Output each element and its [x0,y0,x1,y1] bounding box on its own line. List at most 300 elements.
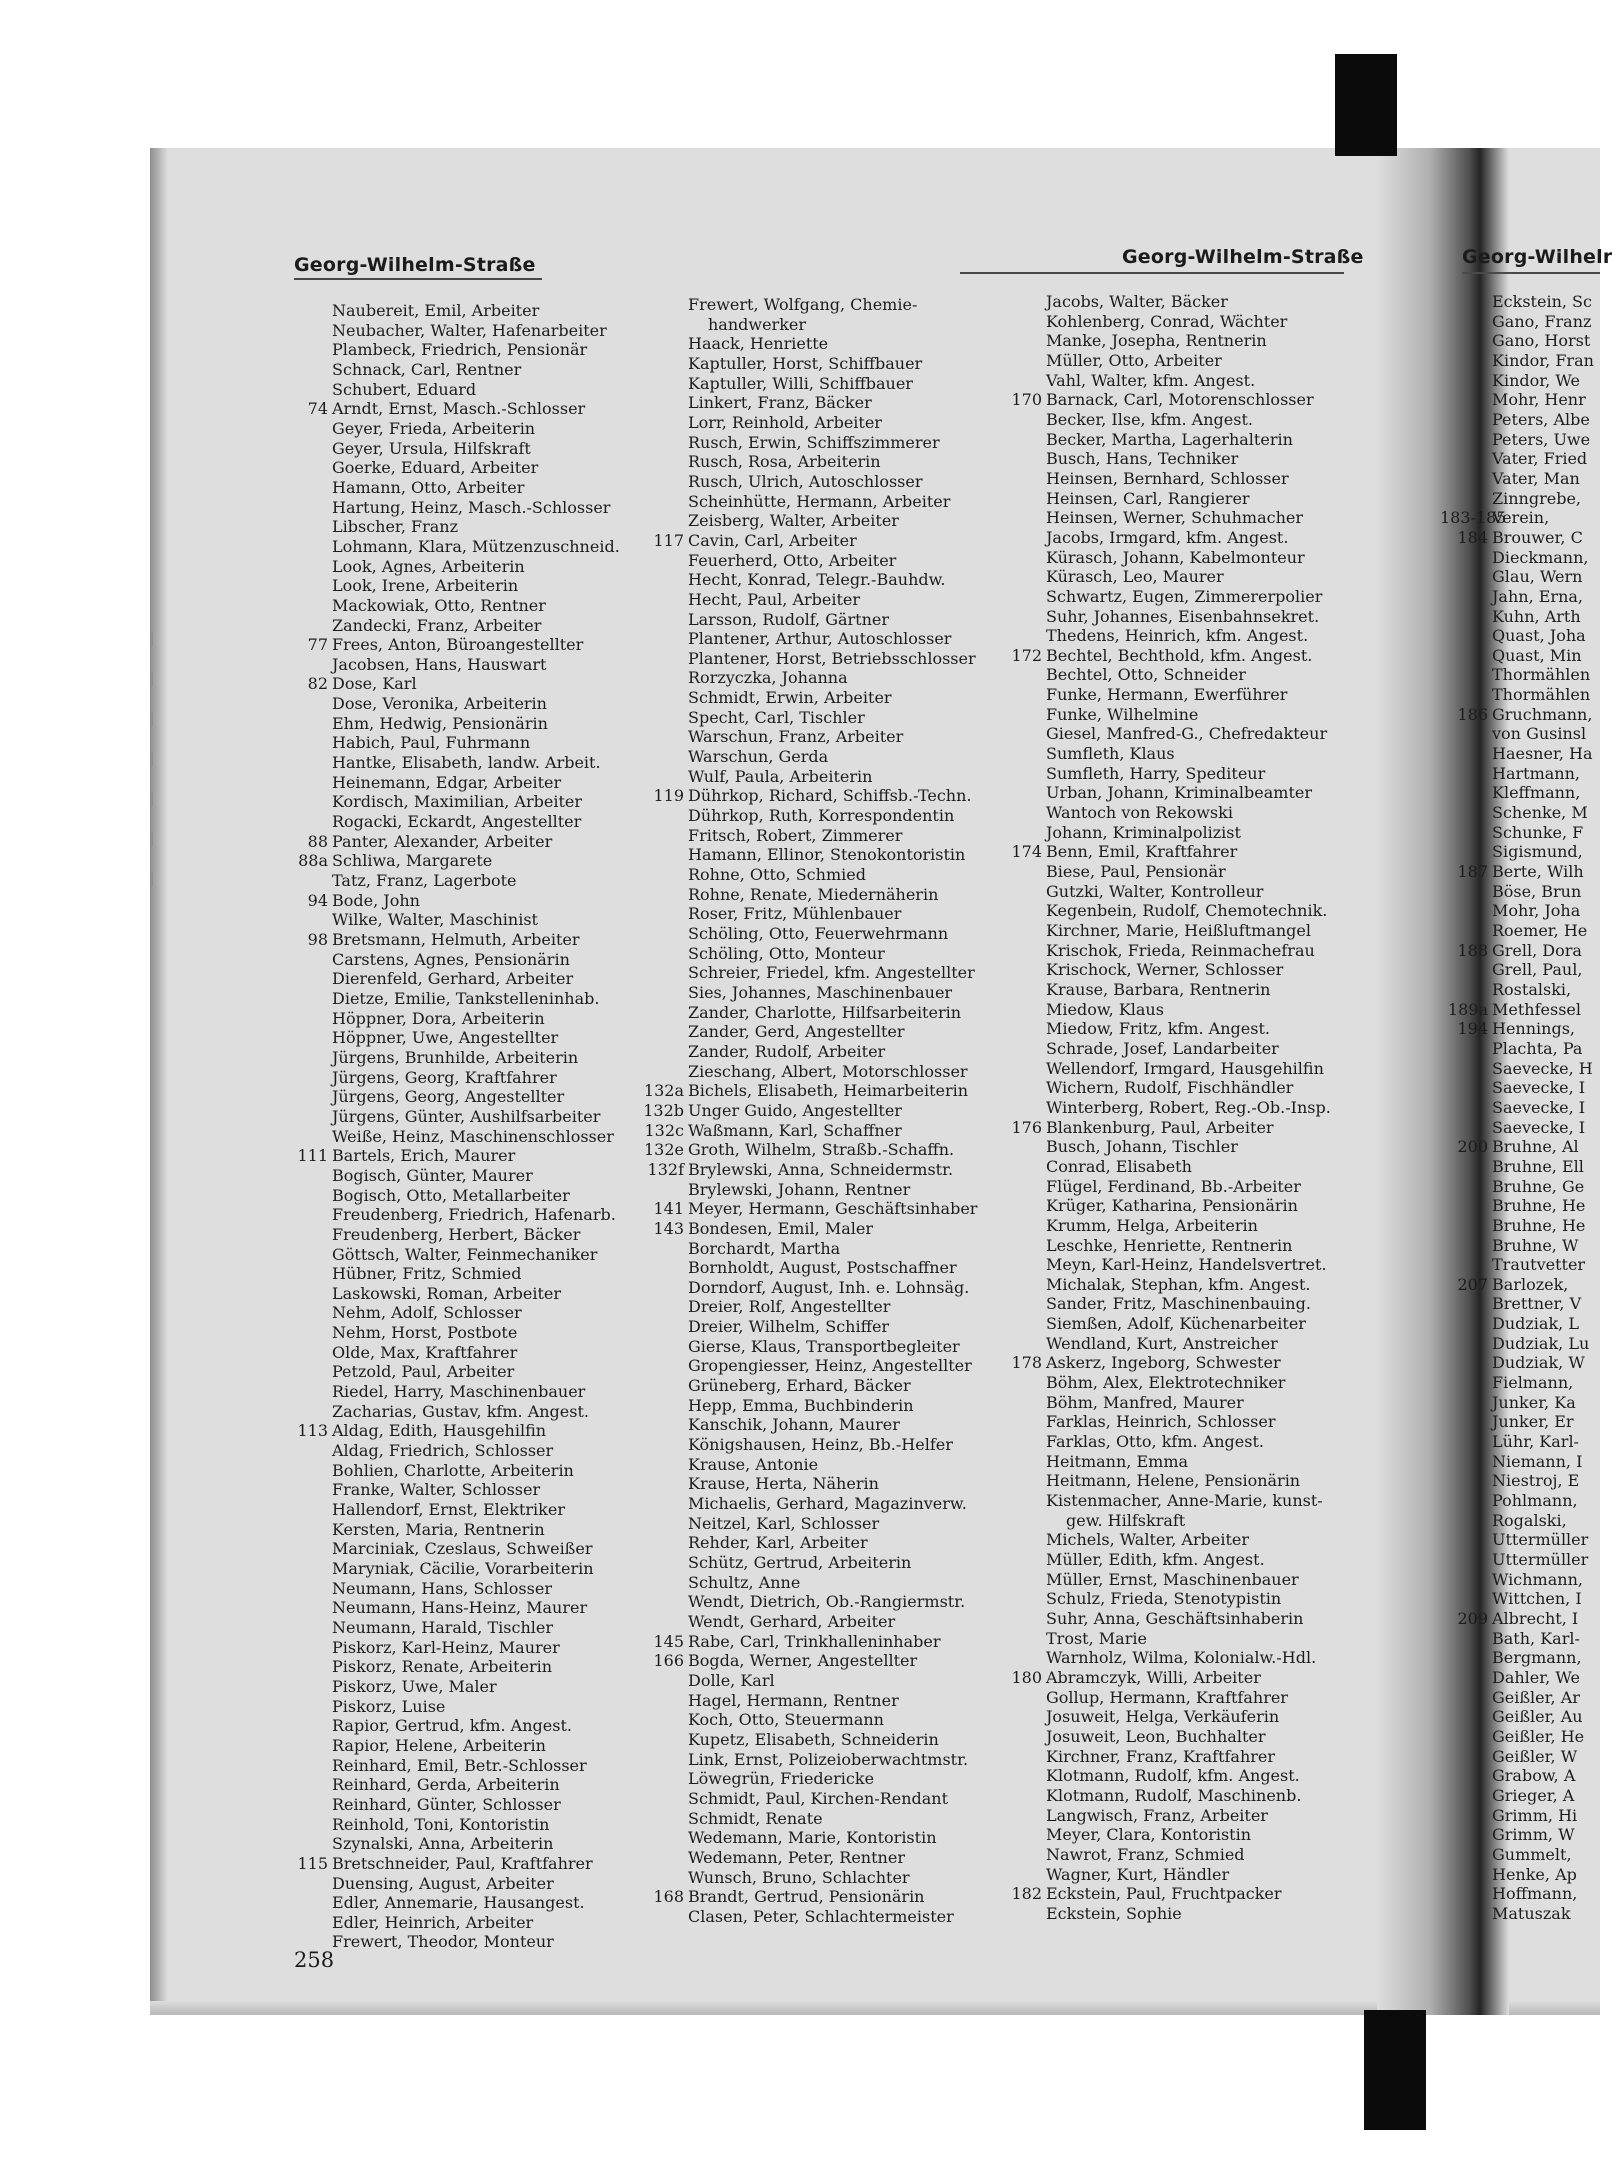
house-number: 170 [1011,390,1042,410]
directory-entry [643,1081,988,1101]
directory-entry [307,831,632,852]
resident-entry: Kirchner, Marie, Heißluftmangel [1046,921,1311,940]
resident-entry: Josuweit, Helga, Verkäuferin [1046,1707,1280,1727]
resident-entry: Freudenberg, Herbert, Bäcker [332,1224,581,1244]
resident-entry: Wilke, Walter, Maschinist [332,910,538,930]
directory-entry [332,812,632,832]
directory-entry [332,380,632,400]
directory-entry [1046,1275,1356,1295]
directory-entry [1492,1865,1600,1885]
directory-entry [1011,1667,1356,1688]
resident-entry: Thormählen [1492,685,1591,705]
resident-entry: Rorzyczka, Johanna [688,668,848,688]
directory-entry [1046,1589,1356,1609]
resident-entry: Krause, Barbara, Rentnerin [1046,979,1271,999]
house-number: 176 [1011,1117,1042,1137]
resident-entry: Sumfleth, Harry, Spediteur [1046,763,1266,783]
directory-entry [332,1107,632,1127]
directory-entry [332,478,632,498]
directory-entry [332,1284,632,1304]
directory-entry [688,806,988,826]
resident-entry: Plambeck, Friedrich, Pensionär [332,340,588,360]
directory-entry [332,1323,632,1343]
directory-entry [688,1809,988,1829]
directory-entry [332,989,632,1009]
resident-entry: Grieger, A [1492,1785,1575,1805]
resident-entry: Trost, Marie [1046,1628,1147,1648]
resident-entry: Rusch, Ulrich, Autoschlosser [688,471,923,491]
resident-entry: Clasen, Peter, Schlachtermeister [688,1906,954,1926]
resident-entry: Bohlien, Charlotte, Arbeiterin [332,1460,574,1480]
resident-entry: Bondesen, Emil, Maler [688,1218,873,1238]
resident-entry: Hübner, Fritz, Schmied [332,1264,522,1284]
house-number: 209 [1457,1608,1488,1628]
directory-entry [688,1180,988,1200]
house-number: 186 [1457,704,1488,724]
resident-entry: Barlozek, [1492,1274,1569,1294]
resident-entry: Saevecke, I [1492,1117,1586,1137]
house-number: 113 [297,1421,328,1441]
directory-entry [1492,685,1600,705]
directory-entry [688,1337,988,1357]
resident-entry: Specht, Carl, Tischler [688,707,865,727]
directory-entry [1046,1452,1356,1472]
resident-entry: von Gusinsl [1492,724,1587,744]
directory-entry [1492,901,1600,921]
resident-entry: Heitmann, Emma [1046,1451,1189,1471]
directory-entry [688,1415,988,1435]
directory-entry [332,616,632,636]
directory-entry [1046,607,1356,627]
house-number: 189a [1447,999,1488,1019]
directory-entry [332,1697,632,1717]
directory-entry [688,845,988,865]
resident-entry: Warnholz, Wilma, Kolonialw.-Hdl. [1046,1648,1317,1668]
directory-entry [1046,1688,1356,1708]
directory-entry [1046,744,1356,764]
resident-entry: Piskorz, Luise [332,1696,446,1716]
resident-entry: Jacobsen, Hans, Hauswart [332,654,547,674]
resident-entry: Ehm, Hedwig, Pensionärin [332,713,548,733]
resident-entry: Rohne, Otto, Schmied [688,865,866,885]
resident-entry: Hantke, Elisabeth, landw. Arbeit. [332,753,601,773]
directory-entry [1046,862,1356,882]
house-number: 98 [307,930,328,949]
resident-entry: Grimm, W [1492,1825,1575,1845]
resident-entry: Kanschik, Johann, Maurer [688,1415,900,1435]
directory-entry [1046,1570,1356,1590]
directory-entry [1492,823,1600,843]
directory-entry [1492,1550,1600,1570]
resident-entry: Jürgens, Georg, Angestellter [332,1087,565,1107]
directory-entry [1011,1117,1356,1138]
resident-entry: Sander, Fritz, Maschinenbauing. [1046,1294,1311,1314]
resident-entry: Olde, Max, Kraftfahrer [332,1342,518,1362]
directory-entry [1046,803,1356,823]
resident-entry: Neumann, Hans-Heinz, Maurer [332,1598,588,1618]
directory-entry [1457,1137,1600,1157]
directory-entry [332,1461,632,1481]
directory-entry [332,1068,632,1088]
resident-entry: Dahler, We [1492,1667,1580,1687]
house-number: 200 [1457,1137,1488,1157]
resident-entry: Piskorz, Karl-Heinz, Maurer [332,1637,560,1657]
directory-entry [1492,783,1600,803]
directory-entry [688,315,988,335]
directory-entry [1046,548,1356,568]
resident-entry: Jacobs, Irmgard, kfm. Angest. [1046,527,1289,547]
resident-entry: Bechtel, Bechthold, kfm. Angest. [1046,645,1313,665]
directory-entry [1492,626,1600,646]
resident-entry: Naubereit, Emil, Arbeiter [332,301,540,320]
directory-entry [1492,1845,1600,1865]
resident-entry: Glau, Wern [1492,567,1583,587]
resident-entry: Langwisch, Franz, Arbeiter [1046,1805,1268,1825]
resident-entry: Waßmann, Karl, Schaffner [688,1120,902,1140]
resident-entry: Geyer, Frieda, Arbeiterin [332,418,536,438]
directory-entry [1046,1825,1356,1845]
directory-entry [688,1435,988,1455]
directory-entry [1492,312,1600,332]
resident-entry: Funke, Hermann, Ewerführer [1046,685,1288,705]
directory-entry [688,1769,988,1789]
resident-entry: Krischock, Werner, Schlosser [1046,960,1284,980]
resident-entry: Roemer, He [1492,921,1588,940]
directory-entry [1046,1039,1356,1059]
directory-entry [1046,980,1356,1000]
resident-entry: Franke, Walter, Schlosser [332,1480,541,1500]
directory-entry [1046,331,1356,351]
directory-entry [1492,1471,1600,1491]
directory-entry [688,433,988,453]
resident-entry: Rehder, Karl, Arbeiter [688,1533,868,1553]
resident-entry: Neumann, Harald, Tischler [332,1617,553,1637]
directory-entry [1046,941,1356,961]
directory-entry [1457,1274,1600,1295]
resident-entry: Dorndorf, August, Inh. e. Lohnsäg. [688,1277,970,1297]
resident-entry: Edler, Heinrich, Arbeiter [332,1912,534,1932]
directory-entry [1492,1589,1600,1609]
directory-entry [1046,371,1356,391]
resident-entry: Schunke, F [1492,822,1584,842]
directory-entry [1492,292,1600,312]
resident-entry: Unger Guido, Angestellter [688,1100,902,1120]
directory-entry [1492,1491,1600,1511]
directory-entry [1046,1432,1356,1452]
resident-entry: Bechtel, Otto, Schneider [1046,665,1246,685]
resident-entry: Duensing, August, Arbeiter [332,1873,554,1893]
directory-entry [1440,508,1600,528]
directory-entry [1492,1157,1600,1177]
resident-entry: Meyer, Clara, Kontoristin [1046,1825,1252,1845]
directory-entry [332,1756,632,1776]
resident-entry: Kaptuller, Willi, Schiffbauer [688,373,913,393]
resident-entry: Zandecki, Franz, Arbeiter [332,615,542,635]
directory-entry [1492,1039,1600,1059]
directory-entry [1011,842,1356,862]
directory-entry [332,537,632,557]
directory-entry [688,1592,988,1612]
house-number: 172 [1011,645,1042,665]
resident-entry: Heinemann, Edgar, Arbeiter [332,772,562,792]
directory-entry [1492,1393,1600,1413]
resident-entry: Gruchmann, [1492,704,1593,724]
directory-entry [688,649,988,669]
resident-entry: Peters, Albe [1492,409,1590,429]
directory-entry [1492,744,1600,764]
resident-entry: Meyer, Hermann, Geschäftsinhaber [688,1199,978,1219]
directory-entry [332,1775,632,1795]
directory-entry [1492,371,1600,391]
resident-entry: Winterberg, Robert, Reg.-Ob.-Insp. [1046,1097,1331,1117]
resident-entry: Höppner, Dora, Arbeiterin [332,1008,545,1028]
directory-entry [1046,1137,1356,1157]
directory-entry [332,340,632,360]
directory-entry [1492,665,1600,685]
resident-entry: Gummelt, [1492,1844,1572,1864]
resident-entry: Goerke, Eduard, Arbeiter [332,458,539,478]
resident-entry: Bruhne, He [1492,1215,1586,1235]
directory-entry [332,498,632,518]
resident-entry: Zander, Gerd, Angestellter [688,1022,905,1042]
house-number: 178 [1011,1353,1042,1373]
resident-entry: Koch, Otto, Steuermann [688,1710,884,1730]
directory-entry [1492,1255,1600,1275]
directory-entry [1046,1216,1356,1236]
directory-column-2 [643,295,988,1926]
resident-entry: Löwegrün, Friedericke [688,1769,875,1789]
directory-entry [688,826,988,846]
resident-entry: Quast, Min [1492,645,1582,665]
resident-entry: Miedow, Klaus [1046,999,1164,1019]
directory-entry [332,1441,632,1461]
directory-entry [1457,704,1600,725]
directory-entry [1046,1747,1356,1767]
directory-entry [332,1166,632,1186]
resident-entry: Jacobs, Walter, Bäcker [1046,292,1228,311]
resident-entry: Dudziak, W [1492,1353,1585,1373]
directory-entry [332,321,632,341]
directory-entry [644,1120,988,1141]
directory-entry [688,472,988,492]
directory-entry [332,1127,632,1147]
directory-entry [1492,764,1600,784]
directory-entry [332,969,632,989]
resident-entry: Michalak, Stephan, kfm. Angest. [1046,1274,1311,1294]
resident-entry: Böhm, Manfred, Maurer [1046,1392,1244,1412]
directory-entry [1492,882,1600,902]
resident-entry: Bergmann, [1492,1648,1582,1668]
directory-entry [332,1480,632,1500]
directory-entry [688,1710,988,1730]
resident-entry: Abramczyk, Willi, Arbeiter [1046,1667,1261,1687]
directory-entry [1492,803,1600,823]
resident-entry: Dierenfeld, Gerhard, Arbeiter [332,969,574,989]
directory-entry [332,1343,632,1363]
directory-entry [688,413,988,433]
directory-entry [688,708,988,728]
directory-entry [643,1100,988,1121]
directory-entry [653,1218,988,1239]
directory-entry [1046,1786,1356,1806]
resident-entry: Kleffmann, [1492,783,1581,803]
directory-column-1 [297,301,632,1952]
directory-entry [1046,626,1356,646]
resident-entry: Giesel, Manfred-G., Chefredakteur [1046,724,1328,744]
resident-entry: Geißler, W [1492,1746,1578,1766]
resident-entry: Lohmann, Klara, Mützenzuschneid. [332,536,620,556]
directory-entry [688,944,988,964]
resident-entry: Reinhold, Toni, Kontoristin [332,1814,550,1834]
resident-entry: Schulz, Frieda, Stenotypistin [1046,1589,1282,1609]
directory-entry [688,727,988,747]
resident-entry: Krüger, Katharina, Pensionärin [1046,1196,1298,1216]
resident-entry: Müller, Ernst, Maschinenbauer [1046,1569,1299,1589]
resident-entry: Geißler, He [1492,1726,1585,1746]
resident-entry: Meyn, Karl-Heinz, Handelsvertret. [1046,1255,1327,1275]
directory-entry [332,1579,632,1599]
resident-entry: Vater, Fried [1492,449,1588,469]
resident-entry: Leschke, Henriette, Rentnerin [1046,1235,1293,1255]
directory-entry [1492,1353,1600,1373]
resident-entry: Haesner, Ha [1492,744,1593,764]
house-number: 145 [653,1631,684,1651]
house-number: 132a [643,1081,684,1101]
resident-entry: Schubert, Eduard [332,379,477,399]
resident-entry: Rapior, Gertrud, kfm. Angest. [332,1716,572,1736]
resident-entry: Dudziak, L [1492,1314,1579,1334]
resident-entry: Sigismund, [1492,842,1583,862]
resident-entry: Maryniak, Cäcilie, Vorarbeiterin [332,1559,594,1578]
resident-entry: Frewert, Theodor, Monteur [332,1932,554,1952]
resident-entry: Kürasch, Leo, Maurer [1046,567,1224,587]
resident-entry: Suhr, Johannes, Eisenbahnsekret. [1046,606,1320,626]
directory-entry [1492,1216,1600,1236]
resident-entry: Carstens, Agnes, Pensionärin [332,949,570,969]
directory-entry [1492,1825,1600,1845]
resident-entry: Hoffmann, [1492,1884,1578,1904]
resident-entry: Dose, Veronika, Arbeiterin [332,694,547,714]
directory-entry [332,596,632,616]
directory-entry [1046,1000,1356,1020]
directory-entry [688,983,988,1003]
resident-entry: Grüneberg, Erhard, Bäcker [688,1376,911,1396]
directory-entry [1457,940,1600,961]
directory-entry [297,1853,632,1874]
resident-entry: Hartung, Heinz, Masch.-Schlosser [332,497,611,517]
resident-entry: Göttsch, Walter, Feinmechaniker [332,1244,598,1264]
resident-entry: Schöling, Otto, Feuerwehrmann [688,924,949,943]
directory-entry [688,1239,988,1259]
directory-entry [332,517,632,537]
resident-entry: Hartmann, [1492,763,1580,783]
directory-entry [1492,1904,1600,1924]
directory-entry [688,1789,988,1809]
directory-entry [307,890,632,911]
directory-entry [1046,351,1356,371]
directory-entry [332,1382,632,1402]
directory-entry [332,1303,632,1323]
directory-entry [307,635,632,655]
resident-entry: Brylewski, Anna, Schneidermstr. [688,1159,954,1179]
resident-entry: Manke, Josepha, Rentnerin [1046,331,1267,351]
directory-entry [332,753,632,773]
resident-entry: Warschun, Gerda [688,747,829,767]
directory-entry [1046,312,1356,332]
resident-entry: Reinhard, Günter, Schlosser [332,1794,561,1814]
resident-entry: Königshausen, Heinz, Bb.-Helfer [688,1435,953,1455]
directory-entry [332,1815,632,1835]
resident-entry: Hennings, [1492,1019,1575,1039]
directory-entry [298,851,632,871]
resident-entry: Plantener, Arthur, Autoschlosser [688,629,952,649]
header-rule-left [294,278,542,280]
directory-entry [653,1651,988,1671]
directory-entry [307,674,632,694]
house-number: 115 [297,1853,328,1873]
resident-entry: Farklas, Heinrich, Schlosser [1046,1412,1276,1432]
directory-entry [688,374,988,394]
directory-entry [688,1258,988,1278]
directory-entry [688,1848,988,1868]
resident-entry: Schreier, Friedel, kfm. Angestellter [688,963,975,983]
directory-entry [688,1356,988,1376]
resident-entry: Dietze, Emilie, Tankstelleninhab. [332,988,600,1008]
resident-entry: Hepp, Emma, Buchbinderin [688,1395,914,1415]
house-number: 182 [1011,1884,1042,1904]
directory-entry [1492,607,1600,627]
directory-entry [1046,1491,1356,1511]
directory-entry [1457,862,1600,882]
house-number: 141 [653,1199,684,1219]
resident-entry: Verein, [1492,508,1550,528]
resident-entry: Kordisch, Maximilian, Arbeiter [332,792,582,812]
directory-entry [1046,685,1356,705]
directory-entry [1046,1609,1356,1629]
resident-entry: Bretsmann, Helmuth, Arbeiter [332,930,580,949]
directory-entry [1492,489,1600,509]
resident-entry: Neitzel, Karl, Schlosser [688,1513,880,1533]
directory-entry [1492,1177,1600,1197]
directory-entry [688,590,988,610]
resident-entry: Peters, Uwe [1492,429,1591,449]
directory-entry [332,557,632,577]
resident-entry: Rogalski, [1492,1510,1567,1530]
directory-entry [1046,1294,1356,1314]
resident-entry: Arndt, Ernst, Masch.-Schlosser [332,399,586,419]
directory-entry [688,1494,988,1514]
directory-entry [1492,331,1600,351]
resident-entry: Schwartz, Eugen, Zimmererpolier [1046,586,1323,606]
resident-entry: Schütz, Gertrud, Arbeiterin [688,1553,912,1572]
resident-entry: Junker, Er [1492,1412,1574,1432]
resident-entry: Gano, Franz [1492,311,1592,331]
resident-entry: Josuweit, Leon, Buchhalter [1046,1726,1266,1746]
resident-entry: Mackowiak, Otto, Rentner [332,595,546,615]
directory-entry [1492,1727,1600,1747]
directory-entry [688,1533,988,1553]
header-rule-right [1462,272,1600,274]
resident-entry: Zeisberg, Walter, Arbeiter [688,511,899,531]
directory-entry [688,1022,988,1042]
resident-entry: Wichern, Rudolf, Fischhändler [1046,1078,1294,1098]
directory-entry [332,1598,632,1618]
resident-entry: Petzold, Paul, Arbeiter [332,1362,515,1382]
resident-entry: Rabe, Carl, Trinkhalleninhaber [688,1631,941,1651]
directory-entry [1492,1412,1600,1432]
resident-entry: Saevecke, I [1492,1097,1586,1117]
directory-entry [332,1205,632,1225]
